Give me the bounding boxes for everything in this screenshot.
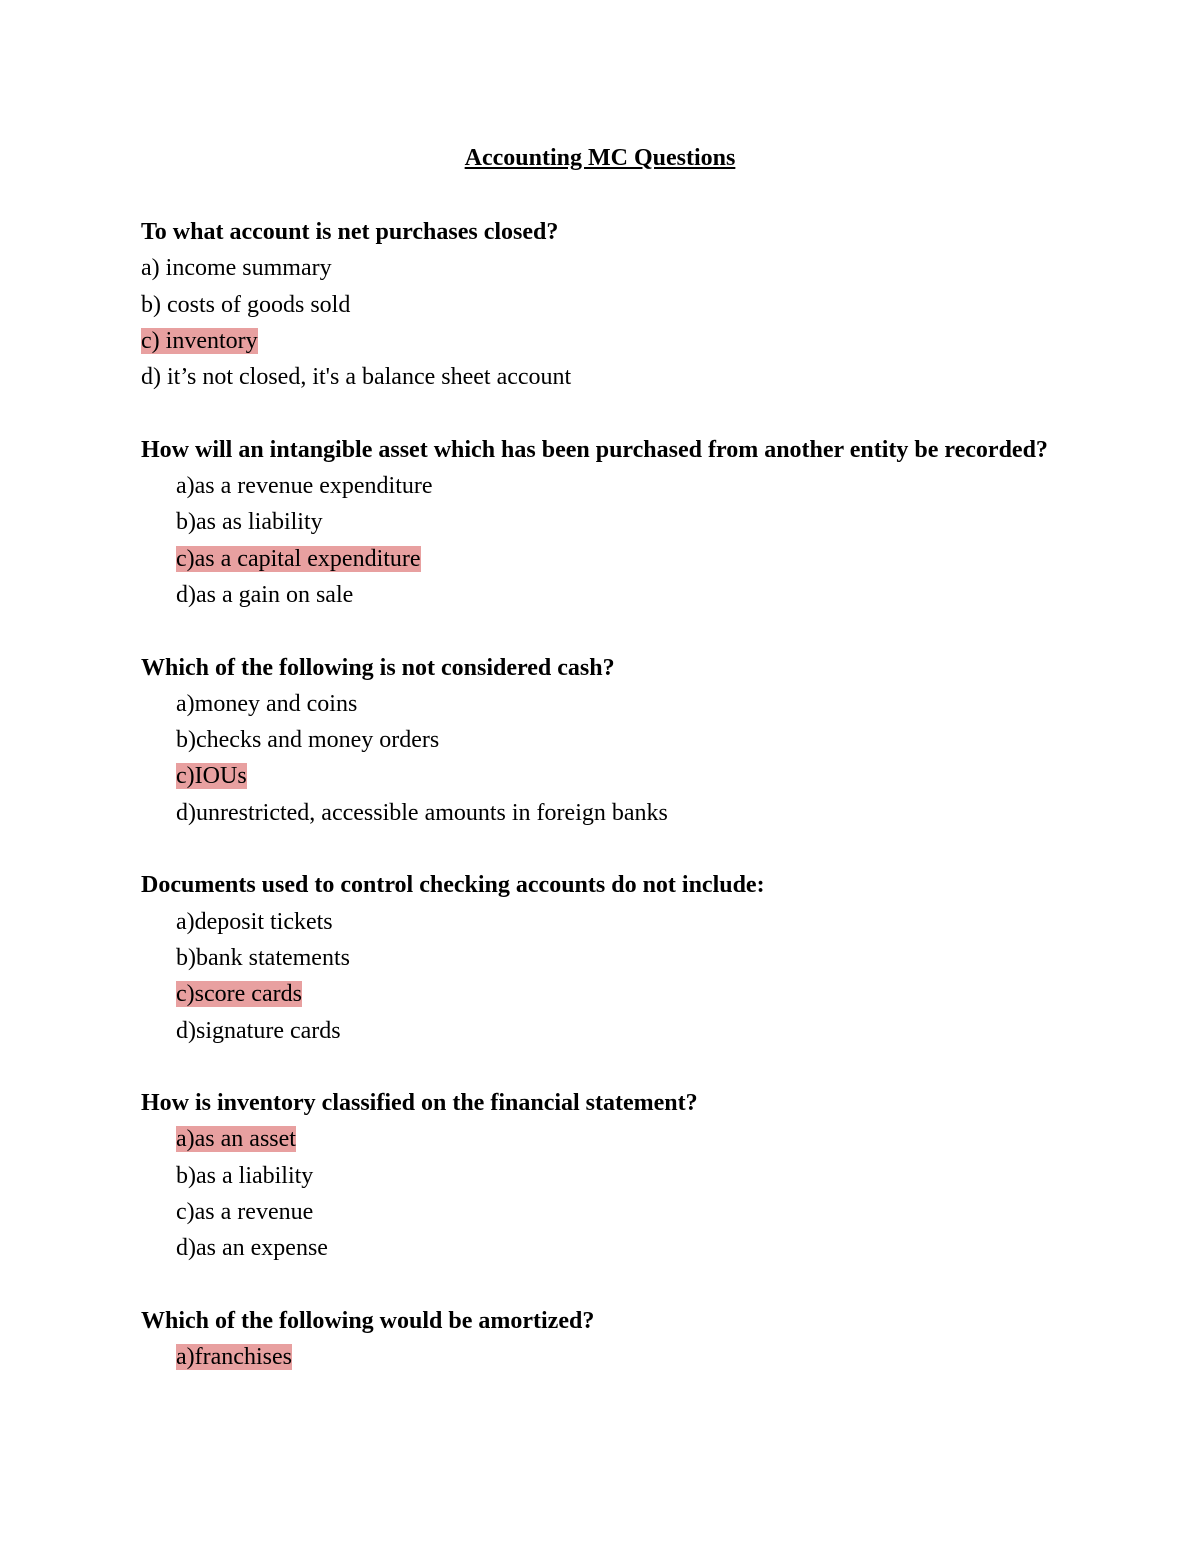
option-text: as an expense [196,1235,328,1262]
option-letter: d) [176,799,196,826]
answer-option [141,504,1071,540]
option-letter: a) [141,255,160,282]
answer-content [176,582,353,608]
answer-content [176,1235,328,1261]
question-text: Which of the following would be amortized? [141,1307,595,1334]
question-text: Documents used to control checking accounts do not include: [141,872,765,899]
answer-content [176,909,333,935]
option-text: as a gain on sale [196,581,354,608]
option-letter: a) [176,690,195,717]
question-block [141,1303,1071,1376]
answer-option [141,287,1071,323]
option-letter: a) [176,1126,195,1153]
answer-option [141,577,1071,613]
answer-content [176,691,357,717]
option-text: signature cards [196,1017,341,1044]
answer-content [176,800,668,826]
option-letter: d) [176,1017,196,1044]
answer-option-correct [141,1121,1071,1157]
answer-option [141,1013,1071,1049]
answer-option-correct [141,1339,1071,1375]
question-text: How will an intangible asset which has been purchased from another entity be recorded? [141,436,1048,463]
answer-option [141,250,1071,286]
option-letter: c) [176,763,195,790]
answer-option-correct [141,758,1071,794]
option-text: checks and money orders [196,727,440,754]
answer-option [141,940,1071,976]
option-letter: c) [176,545,195,572]
answer-content [176,945,350,971]
option-letter: b) [176,944,196,971]
answer-content [176,1163,313,1189]
option-letter: b) [141,291,161,318]
answer-content [141,255,332,281]
highlighted-answer [176,1344,292,1370]
highlighted-answer [176,763,247,789]
answer-content [176,473,433,499]
option-text: income summary [159,255,332,282]
question-text: How is inventory classified on the financial statement? [141,1090,698,1117]
option-text: money and coins [194,690,358,717]
option-letter: c) [141,327,160,354]
option-letter: b) [176,727,196,754]
option-text: as a capital expenditure [194,545,421,572]
answer-content [141,364,571,390]
option-text: unrestricted, accessible amounts in foreign banks [196,799,668,826]
option-letter: b) [176,509,196,536]
option-letter: d) [176,1235,196,1262]
option-letter: d) [141,364,161,391]
option-letter: a) [176,473,195,500]
option-letter: a) [176,1344,195,1371]
answer-option [141,1230,1071,1266]
option-text: as a liability [196,1162,314,1189]
highlighted-answer [176,546,421,572]
answer-content [176,1018,341,1044]
option-text: costs of goods sold [161,291,351,318]
option-text: as a revenue expenditure [194,473,433,500]
option-letter: c) [176,1199,195,1226]
option-letter: d) [176,581,196,608]
answer-option [141,359,1071,395]
question-list [141,214,1071,1412]
option-text: as a revenue [194,1199,314,1226]
answer-option [141,1158,1071,1194]
question-text: Which of the following is not considered cash? [141,654,615,681]
answer-option-correct [141,976,1071,1012]
question-block [141,1085,1071,1266]
option-text: it’s not closed, it's a balance sheet account [161,364,572,391]
answer-option [141,795,1071,831]
question-block [141,650,1071,831]
answer-option [141,904,1071,940]
answer-option-correct [141,323,1071,359]
answer-content [141,292,350,318]
option-text: IOUs [194,763,247,790]
option-text: as an asset [194,1126,296,1153]
option-text: inventory [159,327,258,354]
option-text: deposit tickets [194,908,333,935]
option-text: score cards [194,981,302,1008]
option-letter: c) [176,981,195,1008]
option-text: as as liability [196,509,323,536]
answer-content [176,727,439,753]
answer-option [141,1194,1071,1230]
answer-option-correct [141,541,1071,577]
answer-content [176,509,323,535]
option-letter: b) [176,1162,196,1189]
answer-option [141,468,1071,504]
highlighted-answer [176,1126,296,1152]
answer-content [176,1199,313,1225]
document-title: Accounting MC Questions [464,145,736,171]
question-block [141,867,1071,1048]
highlighted-answer [176,981,302,1007]
option-text: franchises [194,1344,292,1371]
question-block [141,432,1071,613]
answer-option [141,686,1071,722]
answer-option [141,722,1071,758]
highlighted-answer [141,328,258,354]
option-letter: a) [176,908,195,935]
option-text: bank statements [196,944,350,971]
question-text: To what account is net purchases closed? [141,219,559,245]
question-block [141,214,1071,395]
